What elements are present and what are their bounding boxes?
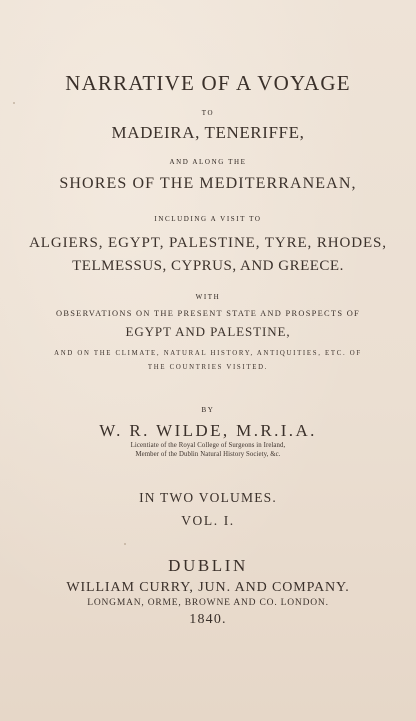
observations-line: OBSERVATIONS ON THE PRESENT STATE AND PROSPECTS OF xyxy=(55,309,360,318)
connector-along: AND ALONG THE xyxy=(169,158,247,166)
author-credential-2: Member of the Dublin Natural History Society, &c. xyxy=(135,451,281,458)
connector-by: BY xyxy=(201,406,215,414)
imprint-place: DUBLIN xyxy=(168,556,248,575)
connector-including: INCLUDING A VISIT TO xyxy=(154,215,262,223)
subtitle-shores: SHORES OF THE MEDITERRANEAN, xyxy=(59,175,357,192)
author-name: W. R. WILDE, M.R.I.A. xyxy=(99,421,317,440)
book-title: NARRATIVE OF A VOYAGE xyxy=(65,71,351,95)
paper-speck xyxy=(13,102,15,104)
subtitle-destinations: MADEIRA, TENERIFFE, xyxy=(111,123,305,142)
climate-line: AND ON THE CLIMATE, NATURAL HISTORY, ANTIQUITIES, ETC. OF xyxy=(54,350,362,357)
author-credential-1: Licentiate of the Royal College of Surgeons in Ireland, xyxy=(130,442,286,449)
connector-with: WITH xyxy=(195,293,221,301)
places-line-2: TELMESSUS, CYPRUS, AND GREECE. xyxy=(72,258,344,274)
connector-to: TO xyxy=(201,109,215,117)
volumes-note: IN TWO VOLUMES. xyxy=(139,490,277,505)
volume-number: VOL. I. xyxy=(181,513,235,528)
imprint-publisher: WILLIAM CURRY, JUN. AND COMPANY. xyxy=(66,580,350,595)
imprint-year: 1840. xyxy=(189,612,227,627)
places-line-1: ALGIERS, EGYPT, PALESTINE, TYRE, RHODES, xyxy=(29,235,387,251)
egypt-palestine-line: EGYPT AND PALESTINE, xyxy=(125,324,291,339)
paper-speck xyxy=(124,543,126,545)
countries-line: THE COUNTRIES VISITED. xyxy=(147,364,269,371)
imprint-co-publishers: LONGMAN, ORME, BROWNE AND CO. LONDON. xyxy=(87,598,329,608)
